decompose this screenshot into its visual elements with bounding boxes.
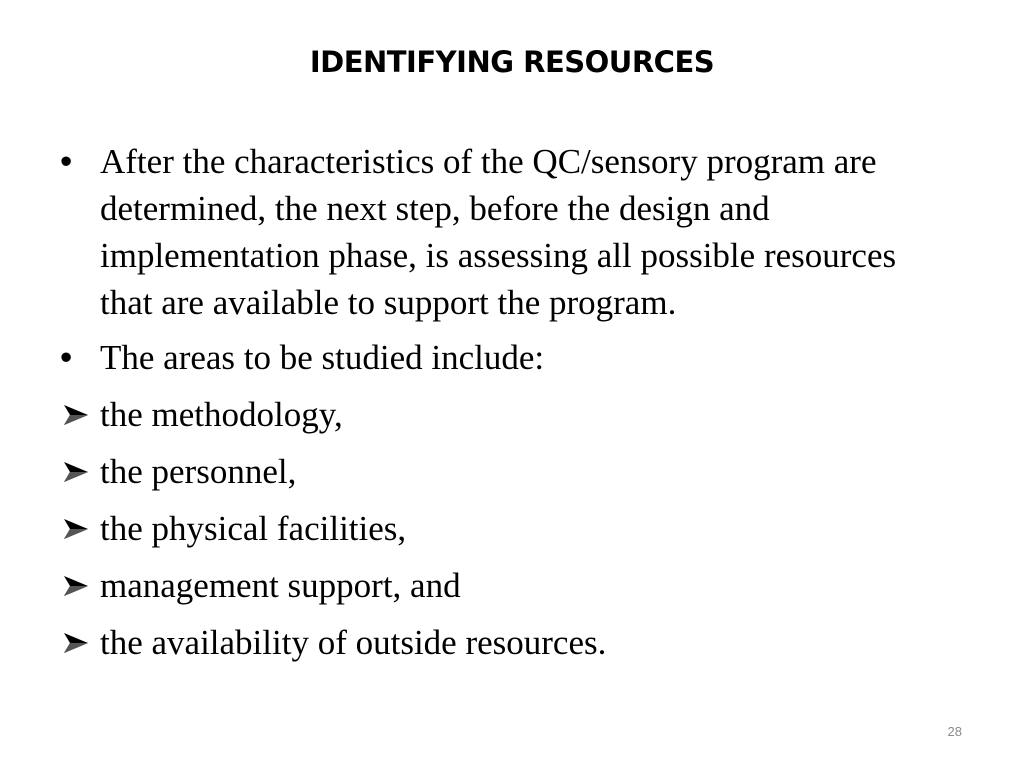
arrow-bullet-icon [63, 575, 89, 597]
bullet-text: After the characteristics of the QC/sensory program are determined, the next step, before the design and implementation phase, is assessing all possible resources that are available to support the program. [100, 142, 897, 322]
slide-content [52, 138, 952, 666]
bullet-text: The areas to be studied include: [100, 338, 545, 377]
arrow-item-text: the methodology, [100, 395, 343, 434]
arrow-bullet-icon [63, 404, 89, 426]
arrow-bullet-icon [63, 461, 89, 483]
arrow-list-item [52, 562, 952, 609]
page-number: 28 [947, 724, 962, 739]
bullet-icon: • [60, 142, 73, 181]
slide-title: IDENTIFYING RESOURCES [309, 45, 715, 79]
arrow-bullet-icon [63, 518, 89, 540]
arrow-item-text: the availability of outside resources. [100, 623, 607, 662]
arrow-list-item [52, 391, 952, 438]
arrow-item-text: the personnel, [100, 452, 297, 491]
arrow-list-item [52, 619, 952, 666]
bullet-item [52, 334, 952, 381]
arrow-list-item [52, 448, 952, 495]
bullet-item [52, 138, 952, 326]
bullet-icon: • [60, 338, 73, 377]
arrow-item-text: the physical facilities, [100, 509, 407, 548]
arrow-bullet-icon [63, 632, 89, 654]
arrow-item-text: management support, and [100, 566, 461, 605]
arrow-list-item [52, 505, 952, 552]
